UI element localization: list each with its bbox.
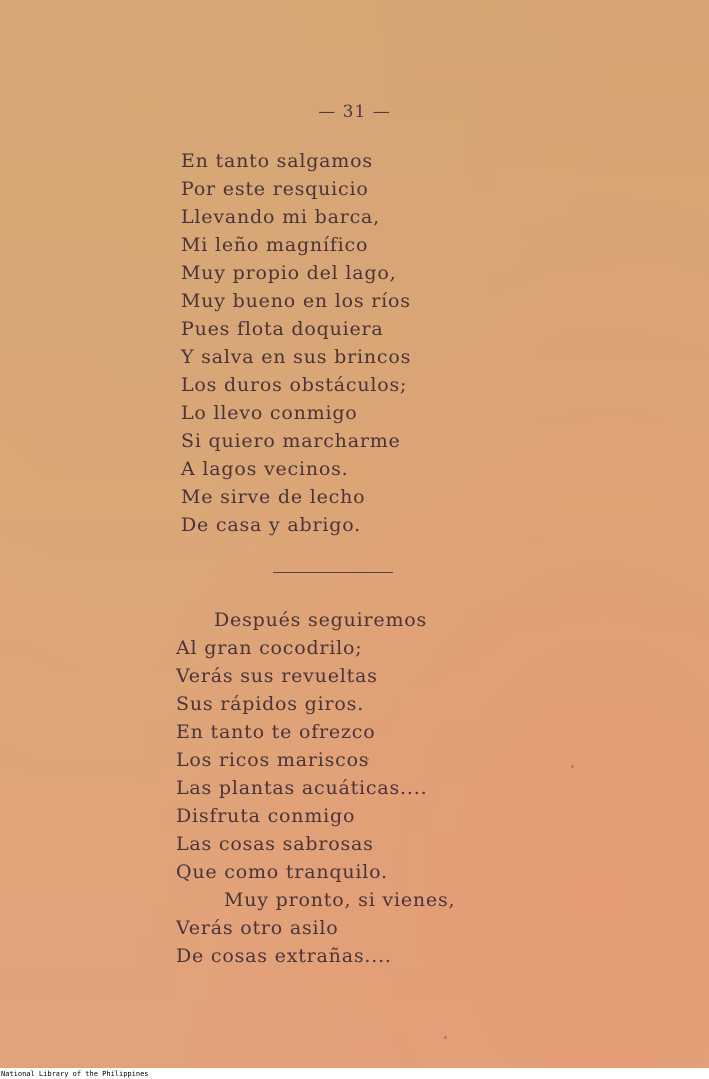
verse-line: Al gran cocodrilo; — [176, 637, 363, 659]
section-divider — [273, 572, 393, 573]
verse-line: Muy pronto, si vienes, — [224, 889, 456, 911]
paper-speck — [366, 758, 369, 761]
verse-line: Muy bueno en los ríos — [181, 290, 411, 312]
verse-line: Verás otro asilo — [176, 917, 339, 939]
verse-line: Y salva en sus brincos — [181, 346, 412, 368]
verse-line: Lo llevo conmigo — [181, 402, 358, 424]
verse-line: Muy propio del lago, — [181, 262, 397, 284]
verse-line: Después seguiremos — [214, 609, 428, 631]
verse-line: Los ricos mariscos — [176, 749, 370, 771]
verse-line: Verás sus revueltas — [176, 665, 378, 687]
verse-line: Disfruta conmigo — [176, 805, 356, 827]
verse-line: Que como tranquilo. — [176, 861, 388, 883]
verse-line: De cosas extrañas.... — [176, 945, 392, 967]
verse-line: Los duros obstáculos; — [181, 374, 408, 396]
verse-line: A lagos vecinos. — [181, 458, 349, 480]
verse-line: Me sirve de lecho — [181, 486, 366, 508]
paper-speck — [444, 1036, 447, 1039]
verse-line: Las cosas sabrosas — [176, 833, 374, 855]
verse-line: Mi leño magnífico — [181, 234, 369, 256]
verse-line: Las plantas acuáticas.... — [176, 777, 428, 799]
verse-line: De casa y abrigo. — [181, 514, 361, 536]
page-number: — 31 — — [318, 102, 391, 122]
verse-line: En tanto te ofrezco — [176, 721, 376, 743]
verse-line: Sus rápidos giros. — [176, 693, 365, 715]
verse-line: Por este resquicio — [181, 178, 369, 200]
library-credit: National Library of the Philippines — [0, 1070, 709, 1079]
verse-line: Llevando mi barca, — [181, 206, 380, 228]
verse-line: Si quiero marcharme — [181, 430, 401, 452]
stanza-2 — [176, 606, 455, 970]
verse-line: En tanto salgamos — [181, 150, 373, 172]
verse-line: Pues flota doquiera — [181, 318, 384, 340]
paper-speck — [571, 765, 574, 768]
stanza-1 — [181, 147, 411, 539]
